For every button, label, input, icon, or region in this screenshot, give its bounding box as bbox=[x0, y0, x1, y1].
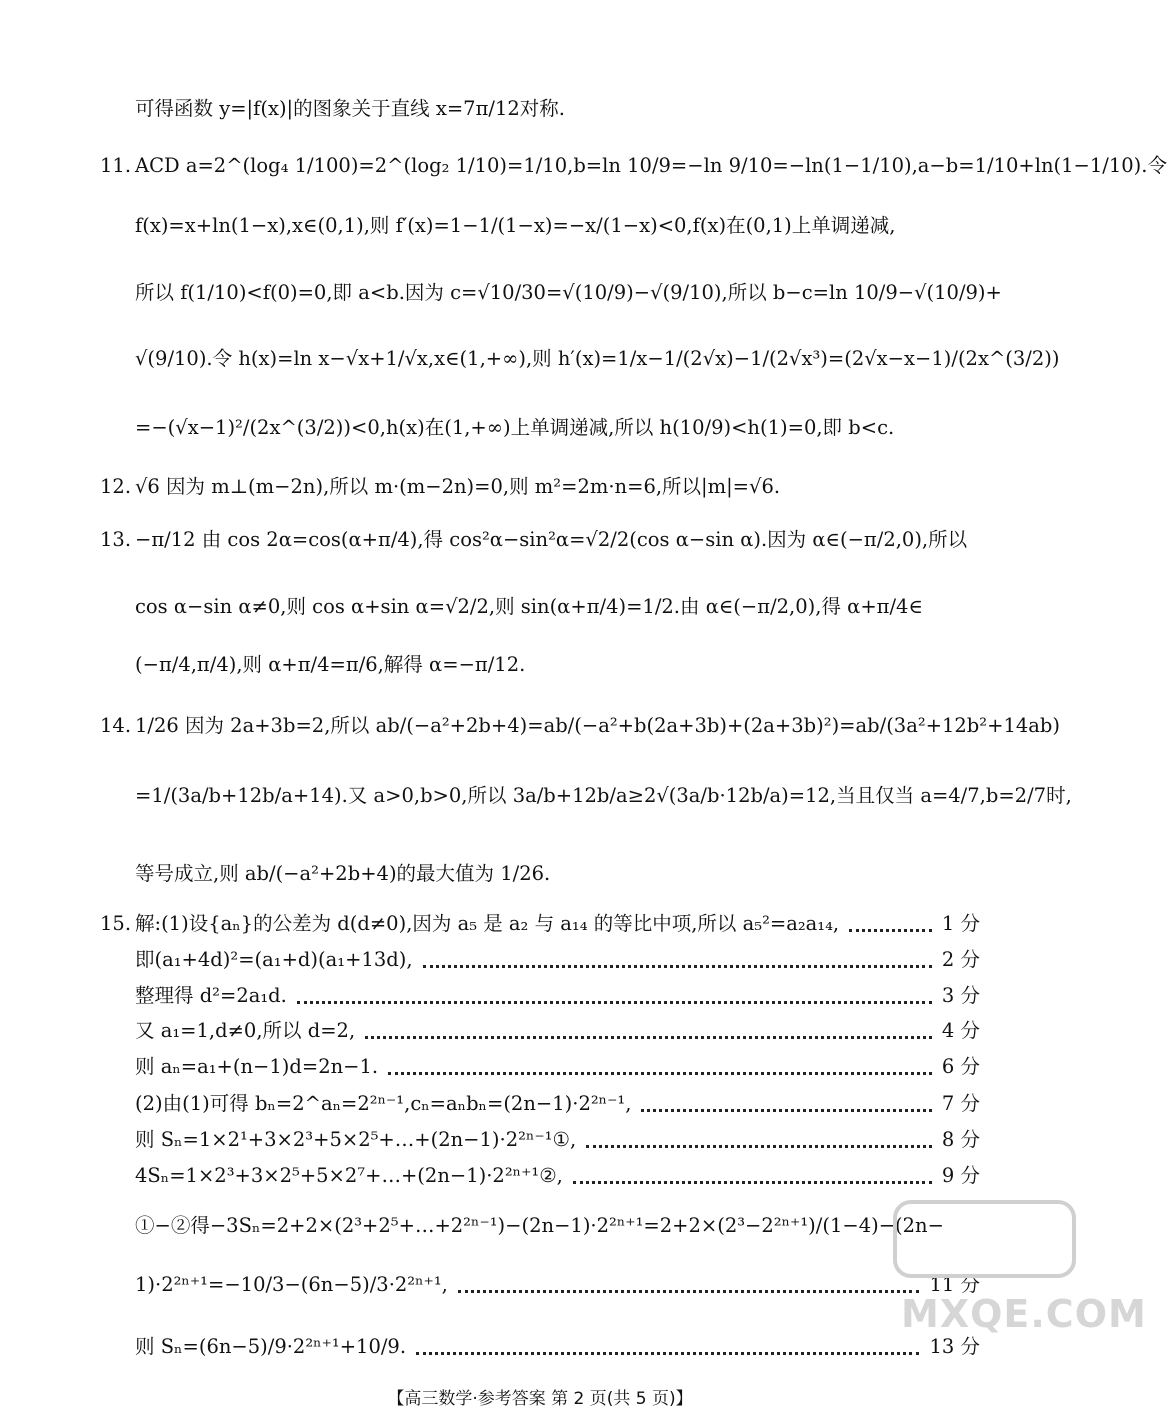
watermark bbox=[893, 1200, 1147, 1400]
solution-step bbox=[135, 946, 980, 974]
dot-leader bbox=[573, 1181, 932, 1184]
step-text: 整理得 d²=2a₁d. bbox=[135, 984, 287, 1007]
step-points: 3 分 bbox=[941, 984, 980, 1007]
step-text: 则 aₙ=a₁+(n−1)d=2n−1. bbox=[135, 1055, 379, 1078]
solution-step bbox=[135, 1017, 980, 1045]
step-text: 4Sₙ=1×2³+3×2⁵+5×2⁷+…+(2n−1)·2²ⁿ⁺¹②, bbox=[135, 1164, 563, 1187]
question-number: 12. bbox=[100, 475, 132, 498]
dot-leader bbox=[849, 929, 932, 932]
step-points: 8 分 bbox=[941, 1128, 980, 1151]
line-text: (−π/4,π/4),则 α+π/4=π/6,解得 α=−π/12. bbox=[135, 653, 526, 676]
dot-leader bbox=[416, 1352, 919, 1355]
line-text: cos α−sin α≠0,则 cos α+sin α=√2/2,则 sin(α+π/4)=1/2.由 α∈(−π/2,0),得 α+π/4∈ bbox=[135, 595, 923, 618]
dot-leader bbox=[388, 1072, 932, 1075]
solution-step bbox=[135, 1271, 980, 1299]
line-text: =−(√x−1)²/(2x^(3/2))<0,h(x)在(1,+∞)上单调递减,所以 h(10/9)<h(1)=0,即 b<c. bbox=[135, 416, 895, 439]
step-text: 则 Sₙ=1×2¹+3×2³+5×2⁵+…+(2n−1)·2²ⁿ⁻¹①, bbox=[135, 1128, 577, 1151]
line-text: √(9/10).令 h(x)=ln x−√x+1/√x,x∈(1,+∞),则 h′(x)=1/x−1/(2√x)−1/(2√x³)=(2√x−x−1)/(2x^(3/2)) bbox=[135, 347, 1060, 370]
step-text: 则 Sₙ=(6n−5)/9·2²ⁿ⁺¹+10/9. bbox=[135, 1335, 407, 1358]
solution-step bbox=[135, 1090, 980, 1118]
question-number: 14. bbox=[100, 714, 132, 737]
line-text: −π/12 由 cos 2α=cos(α+π/4),得 cos²α−sin²α=√2/2(cos α−sin α).因为 α∈(−π/2,0),所以 bbox=[135, 528, 968, 551]
step-text: 1)·2²ⁿ⁺¹=−10/3−(6n−5)/3·2²ⁿ⁺¹, bbox=[135, 1273, 448, 1296]
step-text: (2)由(1)可得 bₙ=2^aₙ=2²ⁿ⁻¹,cₙ=aₙbₙ=(2n−1)·2²ⁿ⁻¹, bbox=[135, 1092, 632, 1115]
step-points: 2 分 bbox=[941, 948, 980, 971]
solution-step bbox=[135, 1333, 980, 1361]
line-text: ACD a=2^(log₄ 1/100)=2^(log₂ 1/10)=1/10,b=ln 10/9=−ln 9/10=−ln(1−1/10),a−b=1/10+ln(1−1/10).令 bbox=[135, 154, 1167, 177]
watermark-text: MXQE.COM bbox=[901, 1292, 1147, 1336]
question-number: 13. bbox=[100, 528, 132, 551]
step-points: 4 分 bbox=[941, 1019, 980, 1042]
question-number: 15. bbox=[100, 912, 132, 935]
step-points: 13 分 bbox=[929, 1335, 980, 1358]
step-points: 7 分 bbox=[941, 1092, 980, 1115]
dot-leader bbox=[297, 1001, 932, 1004]
line-text: f(x)=x+ln(1−x),x∈(0,1),则 f′(x)=1−1/(1−x)=−x/(1−x)<0,f(x)在(0,1)上单调递减, bbox=[135, 214, 896, 237]
question-number: 11. bbox=[100, 154, 132, 177]
step-text: 解:(1)设{aₙ}的公差为 d(d≠0),因为 a₅ 是 a₂ 与 a₁₄ 的等比中项,所以 a₅²=a₂a₁₄, bbox=[135, 912, 840, 935]
step-points: 9 分 bbox=[941, 1164, 980, 1187]
solution-step bbox=[135, 1053, 980, 1081]
step-points: 1 分 bbox=[941, 912, 980, 935]
step-text: 即(a₁+4d)²=(a₁+d)(a₁+13d), bbox=[135, 948, 413, 971]
dot-leader bbox=[365, 1036, 932, 1039]
step-text: 又 a₁=1,d≠0,所以 d=2, bbox=[135, 1019, 356, 1042]
dot-leader bbox=[586, 1145, 932, 1148]
solution-step bbox=[135, 1126, 980, 1154]
dot-leader bbox=[458, 1290, 920, 1293]
line-text: √6 因为 m⊥(m−2n),所以 m·(m−2n)=0,则 m²=2m·n=6,所以|m|=√6. bbox=[135, 475, 781, 498]
dot-leader bbox=[423, 965, 932, 968]
line-text: 1/26 因为 2a+3b=2,所以 ab/(−a²+2b+4)=ab/(−a²+b(2a+3b)+(2a+3b)²)=ab/(3a²+12b²+14ab) bbox=[135, 714, 1060, 737]
step-text: ①−②得−3Sₙ=2+2×(2³+2⁵+…+2²ⁿ⁻¹)−(2n−1)·2²ⁿ⁺¹=2+2×(2³−2²ⁿ⁺¹)/(1−4)−(2n− bbox=[135, 1214, 944, 1237]
line-text: 等号成立,则 ab/(−a²+2b+4)的最大值为 1/26. bbox=[135, 862, 551, 885]
solution-step bbox=[135, 1162, 980, 1190]
solution-step bbox=[135, 982, 980, 1010]
step-points: 6 分 bbox=[941, 1055, 980, 1078]
page-footer: 【高三数学·参考答案 第 2 页(共 5 页)】 bbox=[387, 1389, 693, 1409]
step-points: 11 分 bbox=[929, 1273, 980, 1296]
watermark-logo-icon bbox=[893, 1200, 1076, 1278]
line-text: 可得函数 y=|f(x)|的图象关于直线 x=7π/12对称. bbox=[135, 97, 565, 120]
dot-leader bbox=[641, 1109, 931, 1112]
line-text: =1/(3a/b+12b/a+14).又 a>0,b>0,所以 3a/b+12b/a≥2√(3a/b·12b/a)=12,当且仅当 a=4/7,b=2/7时, bbox=[135, 784, 1072, 807]
line-text: 所以 f(1/10)<f(0)=0,即 a<b.因为 c=√10/30=√(10/9)−√(9/10),所以 b−c=ln 10/9−√(10/9)+ bbox=[135, 281, 1002, 304]
solution-step bbox=[135, 910, 980, 938]
